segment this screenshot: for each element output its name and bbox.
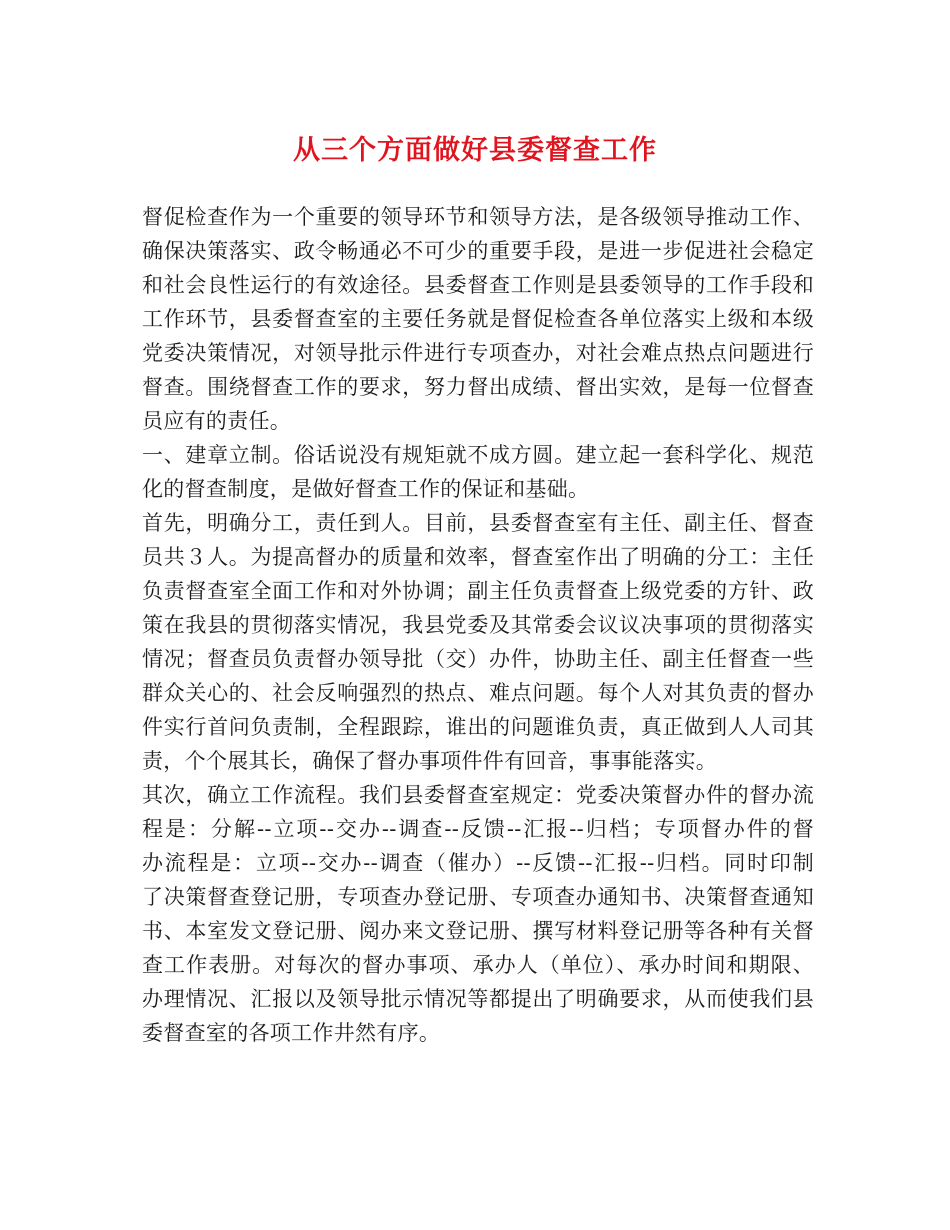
document-title: 从三个方面做好县委督查工作 bbox=[293, 135, 657, 166]
body-text-line: 员共３人。为提高督办的质量和效率，督查室作出了明确的分工：主任 bbox=[142, 545, 814, 569]
body-text-line: 办理情况、汇报以及领导批示情况等都提出了明确要求，从而使我们县 bbox=[142, 987, 814, 1011]
body-text-line: 督查。围绕督查工作的要求，努力督出成绩、督出实效，是每一位督查 bbox=[142, 375, 814, 399]
body-text-line: 一、建章立制。俗话说没有规矩就不成方圆。建立起一套科学化、规范 bbox=[142, 443, 814, 467]
body-text-line: 首先，明确分工，责任到人。目前，县委督查室有主任、副主任、督查 bbox=[142, 511, 814, 535]
document-body bbox=[142, 200, 814, 1050]
body-text-line: 党委决策情况，对领导批示件进行专项查办，对社会难点热点问题进行 bbox=[142, 341, 814, 365]
body-text-line: 程是：分解--立项--交办--调查--反馈--汇报--归档；专项督办件的督 bbox=[142, 817, 814, 841]
body-text-line: 其次，确立工作流程。我们县委督查室规定：党委决策督办件的督办流 bbox=[142, 783, 814, 807]
body-text-line: 件实行首问负责制，全程跟踪，谁出的问题谁负责，真正做到人人司其 bbox=[142, 715, 814, 739]
body-text-line: 责，个个展其长，确保了督办事项件件有回音，事事能落实。 bbox=[142, 749, 718, 773]
body-text-line: 确保决策落实、政令畅通必不可少的重要手段，是进一步促进社会稳定 bbox=[142, 239, 814, 263]
body-text-line: 员应有的责任。 bbox=[142, 409, 292, 433]
body-text-line: 查工作表册。对每次的督办事项、承办人（单位）、承办时间和期限、 bbox=[142, 953, 814, 977]
body-text-line: 委督查室的各项工作井然有序。 bbox=[142, 1021, 441, 1045]
body-text-line: 督促检查作为一个重要的领导环节和领导方法，是各级领导推动工作、 bbox=[142, 205, 814, 229]
body-text-line: 书、本室发文登记册、阅办来文登记册、撰写材料登记册等各种有关督 bbox=[142, 919, 814, 943]
body-text-line: 和社会良性运行的有效途径。县委督查工作则是县委领导的工作手段和 bbox=[142, 273, 814, 297]
body-text-line: 负责督查室全面工作和对外协调；副主任负责督查上级党委的方针、政 bbox=[142, 579, 814, 603]
body-text-line: 化的督查制度，是做好督查工作的保证和基础。 bbox=[142, 477, 590, 501]
body-text-line: 群众关心的、社会反响强烈的热点、难点问题。每个人对其负责的督办 bbox=[142, 681, 814, 705]
body-text-line: 办流程是：立项--交办--调查（催办）--反馈--汇报--归档。同时印制 bbox=[142, 851, 814, 875]
body-text-line: 了决策督查登记册，专项查办登记册、专项查办通知书、决策督查通知 bbox=[142, 885, 814, 909]
body-text-line: 情况；督查员负责督办领导批（交）办件，协助主任、副主任督查一些 bbox=[142, 647, 814, 671]
body-text-line: 策在我县的贯彻落实情况，我县党委及其常委会议议决事项的贯彻落实 bbox=[142, 613, 814, 637]
body-text-line: 工作环节，县委督查室的主要任务就是督促检查各单位落实上级和本级 bbox=[142, 307, 814, 331]
